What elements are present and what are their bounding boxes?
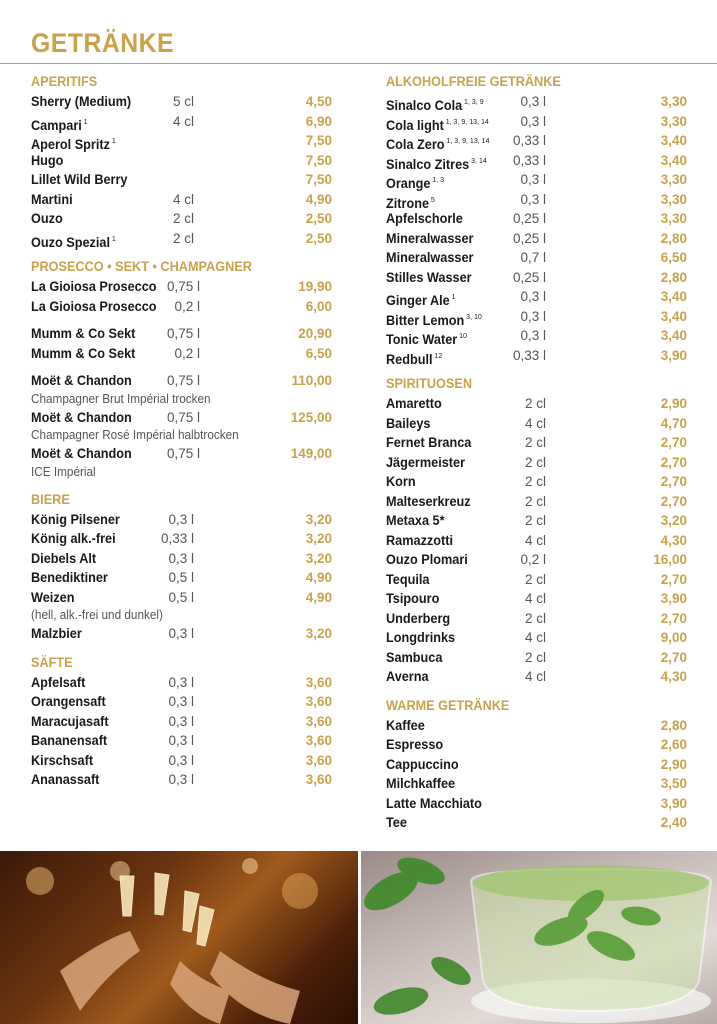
mint-tea-photo bbox=[361, 851, 717, 1024]
section-heading-saefte: SÄFTE bbox=[31, 654, 73, 670]
item-name: Moët & Chandon bbox=[31, 373, 132, 388]
item-quantity: 0,3 l bbox=[168, 752, 194, 768]
champagne-list bbox=[31, 371, 332, 481]
item-name: Orange $^{1, 3}$ bbox=[386, 175, 445, 191]
item-quantity: 0,25 l bbox=[512, 269, 546, 285]
menu-item bbox=[386, 492, 687, 512]
menu-item bbox=[31, 751, 332, 771]
menu-item bbox=[31, 673, 332, 693]
item-price: 3,90 bbox=[660, 795, 687, 811]
item-name: Aperol Spritz $^1$ bbox=[31, 136, 116, 152]
item-quantity: 0,5 l bbox=[168, 589, 194, 605]
menu-item bbox=[31, 549, 332, 569]
menu-item bbox=[386, 453, 687, 473]
item-price: 4,70 bbox=[660, 415, 687, 431]
menu-item bbox=[386, 609, 687, 629]
item-quantity: 0,25 l bbox=[512, 211, 546, 226]
item-name: Amaretto bbox=[386, 396, 442, 411]
item-quantity: 0,3 l bbox=[168, 772, 194, 787]
section-heading-warm: WARME GETRÄNKE bbox=[386, 697, 510, 713]
menu-item bbox=[31, 408, 332, 428]
item-description: Champagner Rosé Impérial halbtrocken bbox=[31, 428, 239, 442]
mint-tea-illustration bbox=[361, 851, 717, 1024]
menu-item bbox=[386, 735, 687, 755]
softdrink-list bbox=[386, 92, 687, 365]
item-price: 4,50 bbox=[305, 94, 332, 109]
item-name: Fernet Branca bbox=[386, 435, 472, 450]
menu-item bbox=[386, 209, 687, 229]
item-quantity: 0,33 l bbox=[160, 531, 194, 546]
menu-item bbox=[31, 510, 332, 530]
item-quantity: 0,3 l bbox=[520, 113, 546, 129]
menu-item bbox=[386, 326, 687, 346]
menu-item bbox=[31, 371, 332, 391]
item-price: 3,20 bbox=[305, 550, 332, 566]
item-quantity: 0,3 l bbox=[168, 713, 194, 729]
item-name: Ouzo Plomari bbox=[386, 552, 468, 567]
item-name: Weizen bbox=[31, 589, 75, 605]
item-price: 3,90 bbox=[660, 347, 687, 363]
menu-item bbox=[31, 444, 332, 464]
item-price: 3,30 bbox=[660, 113, 687, 129]
menu-item bbox=[386, 131, 687, 151]
allergen-footnote: 12 bbox=[434, 350, 443, 360]
item-quantity: 0,3 l bbox=[168, 674, 194, 690]
item-name: Baileys bbox=[386, 415, 431, 431]
allergen-footnote: 1, 3, 9, 13, 14 bbox=[446, 136, 490, 145]
item-quantity: 0,3 l bbox=[520, 308, 546, 324]
item-name: Redbull $^{12}$ bbox=[386, 350, 443, 367]
menu-item bbox=[31, 568, 332, 588]
item-price: 4,30 bbox=[660, 669, 687, 684]
item-price: 4,90 bbox=[305, 570, 332, 585]
item-quantity: 0,33 l bbox=[512, 347, 546, 363]
item-price: 2,90 bbox=[660, 396, 687, 411]
item-name: Sambuca bbox=[386, 649, 443, 665]
item-name: Ananassaft bbox=[31, 772, 100, 787]
allergen-footnote: 1, 3, 9 bbox=[464, 97, 484, 106]
item-quantity: 0,75 l bbox=[166, 326, 200, 341]
item-name: Maracujasaft bbox=[31, 713, 109, 729]
item-quantity: 0,3 l bbox=[520, 289, 546, 304]
menu-item bbox=[386, 307, 687, 327]
item-name: Jägermeister bbox=[386, 454, 466, 470]
menu-item bbox=[386, 170, 687, 190]
allergen-footnote: 1 bbox=[451, 292, 456, 301]
item-price: 6,90 bbox=[305, 113, 332, 129]
allergen-footnote: 1 bbox=[111, 136, 116, 145]
item-price: 3,60 bbox=[305, 733, 332, 748]
menu-item bbox=[31, 170, 332, 190]
item-name: Tsipouro bbox=[386, 591, 440, 606]
item-quantity: 4 cl bbox=[524, 669, 546, 684]
item-name: Diebels Alt bbox=[31, 550, 97, 566]
item-quantity: 0,3 l bbox=[520, 172, 546, 187]
item-price: 4,90 bbox=[305, 589, 332, 605]
item-quantity: 0,3 l bbox=[168, 694, 194, 709]
item-price: 3,30 bbox=[660, 94, 687, 109]
item-name: Latte Macchiato bbox=[386, 795, 482, 811]
item-price: 2,90 bbox=[660, 756, 687, 772]
menu-item bbox=[386, 433, 687, 453]
item-price: 3,40 bbox=[660, 289, 687, 304]
item-quantity: 0,75 l bbox=[166, 409, 200, 425]
item-price: 3,40 bbox=[660, 328, 687, 343]
item-quantity: 0,3 l bbox=[520, 94, 546, 109]
item-name: Tee bbox=[386, 815, 407, 830]
item-quantity: 4 cl bbox=[172, 113, 194, 129]
menu-item bbox=[386, 346, 687, 366]
item-quantity: 0,3 l bbox=[520, 328, 546, 343]
item-quantity: 4 cl bbox=[172, 191, 194, 207]
item-name: Ouzo Spezial $^1$ bbox=[31, 233, 116, 250]
item-price: 2,70 bbox=[660, 435, 687, 450]
menu-item bbox=[31, 229, 332, 249]
allergen-footnote: 10 bbox=[459, 331, 467, 340]
item-name: Bitter Lemon $^{3, 10}$ bbox=[386, 311, 482, 328]
menu-item bbox=[386, 774, 687, 794]
item-quantity: 2 cl bbox=[524, 396, 546, 411]
menu-item bbox=[31, 624, 332, 644]
hot-drinks-list bbox=[386, 716, 687, 833]
item-name: La Gioiosa Prosecco bbox=[31, 298, 157, 314]
item-name: Longdrinks bbox=[386, 630, 456, 645]
menu-item bbox=[31, 692, 332, 712]
item-quantity: 0,3 l bbox=[520, 191, 546, 207]
item-name: Sherry (Medium) bbox=[31, 94, 132, 109]
menu-item bbox=[386, 472, 687, 492]
menu-item bbox=[31, 588, 332, 608]
item-quantity: 0,75 l bbox=[166, 373, 200, 388]
item-quantity: 0,75 l bbox=[166, 279, 200, 294]
item-price: 20,90 bbox=[298, 326, 332, 341]
menu-item bbox=[386, 531, 687, 551]
menu-item bbox=[386, 414, 687, 434]
menu-item bbox=[386, 716, 687, 736]
item-name: König alk.-frei bbox=[31, 531, 116, 546]
item-price: 3,30 bbox=[660, 211, 687, 226]
allergen-footnote: 1, 3, 9, 13, 14 bbox=[445, 116, 489, 126]
item-quantity: 0,33 l bbox=[512, 133, 546, 148]
item-name: Espresso bbox=[386, 737, 444, 752]
menu-item bbox=[31, 112, 332, 132]
item-price: 6,00 bbox=[305, 298, 332, 314]
item-name: La Gioiosa Prosecco bbox=[31, 279, 157, 294]
item-price: 2,80 bbox=[660, 717, 687, 733]
item-price: 2,70 bbox=[660, 649, 687, 665]
item-name: Apfelsaft bbox=[31, 674, 86, 690]
prosecco-list bbox=[31, 277, 332, 316]
item-quantity: 4 cl bbox=[524, 630, 546, 645]
item-name: Cola Zero $^{1, 3, 9, 13, 14}$ bbox=[386, 136, 490, 152]
item-name: Kaffee bbox=[386, 717, 425, 733]
item-price: 7,50 bbox=[305, 152, 332, 168]
item-price: 7,50 bbox=[305, 133, 332, 148]
item-name: Martini bbox=[31, 191, 73, 207]
item-quantity: 4 cl bbox=[524, 532, 546, 548]
menu-item bbox=[386, 755, 687, 775]
item-name: Ouzo bbox=[31, 211, 63, 226]
item-price: 2,80 bbox=[660, 269, 687, 285]
item-name: Malteserkreuz bbox=[386, 493, 471, 509]
item-price: 19,90 bbox=[298, 279, 332, 294]
item-name: Korn bbox=[386, 474, 416, 489]
right-column bbox=[386, 72, 687, 833]
item-name: Sinalco Zitres $^{3, 14}$ bbox=[386, 155, 487, 172]
beer-list bbox=[31, 510, 332, 608]
section-heading-alkoholfrei: ALKOHOLFREIE GETRÄNKE bbox=[386, 74, 561, 89]
item-quantity: 2 cl bbox=[524, 435, 546, 450]
item-name: Mumm & Co Sekt bbox=[31, 345, 136, 361]
item-name: Zitrone $^5$ bbox=[386, 194, 435, 211]
item-quantity: 0,5 l bbox=[168, 570, 194, 585]
menu-item bbox=[386, 511, 687, 531]
item-name: König Pilsener bbox=[31, 511, 120, 527]
item-quantity: 4 cl bbox=[524, 415, 546, 431]
item-price: 3,20 bbox=[305, 531, 332, 546]
item-quantity: 0,75 l bbox=[166, 446, 200, 461]
menu-item bbox=[386, 287, 687, 307]
item-price: 3,60 bbox=[305, 752, 332, 768]
item-name: Stilles Wasser bbox=[386, 269, 472, 285]
menu-item bbox=[31, 209, 332, 229]
item-quantity: 0,3 l bbox=[168, 626, 194, 641]
menu-item bbox=[386, 190, 687, 210]
item-name: Metaxa 5* bbox=[386, 513, 445, 528]
item-name: Ramazzotti bbox=[386, 532, 453, 548]
menu-item bbox=[386, 112, 687, 132]
juice-list bbox=[31, 673, 332, 790]
menu-item bbox=[386, 589, 687, 609]
menu-item bbox=[386, 794, 687, 814]
item-name: Tequila bbox=[386, 571, 430, 587]
item-quantity: 2 cl bbox=[524, 513, 546, 528]
item-quantity: 2 cl bbox=[524, 649, 546, 665]
menu-item bbox=[31, 297, 332, 317]
item-quantity: 2 cl bbox=[172, 230, 194, 246]
menu-item bbox=[31, 131, 332, 151]
menu-item bbox=[31, 344, 332, 364]
item-name: Moët & Chandon bbox=[31, 446, 132, 461]
section-heading-biere: BIERE bbox=[31, 491, 70, 507]
menu-item bbox=[386, 648, 687, 668]
section-heading-spirituosen: SPIRITUOSEN bbox=[386, 376, 473, 391]
item-name: Sinalco Cola $^{1, 3, 9}$ bbox=[386, 97, 484, 113]
allergen-footnote: 3, 14 bbox=[471, 155, 487, 165]
item-name: Mineralwasser bbox=[386, 230, 474, 246]
item-name: Cappuccino bbox=[386, 756, 459, 772]
allergen-footnote: 1 bbox=[111, 233, 116, 243]
item-name: Benediktiner bbox=[31, 570, 108, 585]
item-price: 4,30 bbox=[660, 532, 687, 548]
item-quantity: 4 cl bbox=[524, 591, 546, 606]
item-price: 7,50 bbox=[305, 172, 332, 187]
champagne-toast-photo bbox=[0, 851, 358, 1024]
menu-item bbox=[386, 394, 687, 414]
item-price: 3,50 bbox=[660, 776, 687, 791]
item-quantity: 2 cl bbox=[524, 474, 546, 489]
allergen-footnote: 1, 3 bbox=[432, 175, 445, 184]
item-name: Milchkaffee bbox=[386, 776, 456, 791]
item-quantity: 5 cl bbox=[172, 94, 194, 109]
item-quantity: 2 cl bbox=[524, 610, 546, 626]
item-price: 3,40 bbox=[660, 152, 687, 168]
item-price: 2,70 bbox=[660, 571, 687, 587]
item-price: 4,90 bbox=[305, 191, 332, 207]
malzbier-list bbox=[31, 624, 332, 644]
item-name: Underberg bbox=[386, 610, 451, 626]
menu-item bbox=[31, 190, 332, 210]
item-price: 3,40 bbox=[660, 308, 687, 324]
item-name: Mumm & Co Sekt bbox=[31, 326, 136, 341]
item-name: Averna bbox=[386, 669, 429, 684]
item-price: 6,50 bbox=[305, 345, 332, 361]
item-name: Mineralwasser bbox=[386, 250, 474, 265]
champagne-toast-illustration bbox=[0, 851, 358, 1024]
menu-item bbox=[31, 92, 332, 112]
item-price: 3,60 bbox=[305, 713, 332, 729]
item-price: 125,00 bbox=[290, 409, 332, 425]
allergen-footnote: 5 bbox=[430, 194, 435, 204]
menu-item bbox=[386, 92, 687, 112]
item-name: Orangensaft bbox=[31, 694, 106, 709]
item-price: 3,20 bbox=[305, 626, 332, 641]
item-price: 3,20 bbox=[305, 511, 332, 527]
item-quantity: 0,3 l bbox=[168, 550, 194, 566]
section-heading-prosecco: PROSECCO • SEKT • CHAMPAGNER bbox=[31, 259, 252, 274]
page-title: GETRÄNKE bbox=[31, 28, 175, 58]
menu-item bbox=[386, 268, 687, 288]
item-price: 3,30 bbox=[660, 191, 687, 207]
item-price: 2,40 bbox=[660, 815, 687, 830]
menu-item bbox=[31, 731, 332, 751]
item-quantity: 2 cl bbox=[524, 454, 546, 470]
item-price: 3,90 bbox=[660, 591, 687, 606]
item-price: 2,70 bbox=[660, 610, 687, 626]
item-description: Champagner Brut Impérial trocken bbox=[31, 391, 211, 406]
item-quantity: 0,2 l bbox=[174, 298, 200, 314]
item-price: 3,20 bbox=[660, 513, 687, 528]
item-price: 9,00 bbox=[660, 630, 687, 645]
item-name: Campari $^1$ bbox=[31, 116, 88, 133]
item-price: 3,30 bbox=[660, 172, 687, 187]
item-quantity: 0,2 l bbox=[520, 552, 546, 567]
menu-item bbox=[386, 628, 687, 648]
item-price: 2,50 bbox=[305, 230, 332, 246]
item-price: 3,60 bbox=[305, 674, 332, 690]
menu-item bbox=[31, 712, 332, 732]
item-price: 149,00 bbox=[290, 446, 332, 461]
item-name: Lillet Wild Berry bbox=[31, 172, 128, 187]
item-name: Kirschsaft bbox=[31, 752, 94, 768]
menu-item bbox=[386, 229, 687, 249]
item-quantity: 0,2 l bbox=[174, 345, 200, 361]
menu-item bbox=[386, 151, 687, 171]
item-name: Bananensaft bbox=[31, 733, 108, 748]
menu-item bbox=[386, 667, 687, 687]
item-quantity: 2 cl bbox=[524, 571, 546, 587]
item-price: 2,70 bbox=[660, 474, 687, 489]
item-name: Cola light $^{1, 3, 9, 13, 14}$ bbox=[386, 116, 489, 133]
weizen-note: (hell, alk.-frei und dunkel) bbox=[31, 608, 163, 622]
item-description: ICE Impérial bbox=[31, 464, 96, 479]
spirits-list bbox=[386, 394, 687, 687]
item-price: 6,50 bbox=[660, 250, 687, 265]
item-quantity: 0,25 l bbox=[512, 230, 546, 246]
menu-item bbox=[386, 813, 687, 833]
allergen-footnote: 1 bbox=[83, 116, 88, 126]
item-quantity: 2 cl bbox=[172, 211, 194, 226]
menu-item bbox=[31, 324, 332, 344]
menu-item bbox=[31, 277, 332, 297]
item-quantity: 0,3 l bbox=[168, 733, 194, 748]
item-price: 110,00 bbox=[291, 373, 332, 388]
menu-item bbox=[386, 570, 687, 590]
item-price: 3,40 bbox=[660, 133, 687, 148]
item-quantity: 0,3 l bbox=[168, 511, 194, 527]
title-divider bbox=[0, 63, 717, 64]
item-price: 16,00 bbox=[653, 552, 687, 567]
menu-item bbox=[31, 151, 332, 171]
item-name: Tonic Water $^{10}$ bbox=[386, 331, 467, 347]
section-heading-aperitifs: APERITIFS bbox=[31, 74, 98, 89]
item-name: Malzbier bbox=[31, 626, 82, 641]
item-name: Ginger Ale $^1$ bbox=[386, 292, 456, 308]
menu-item bbox=[386, 550, 687, 570]
sekt-list bbox=[31, 324, 332, 363]
menu-item bbox=[386, 248, 687, 268]
item-quantity: 2 cl bbox=[524, 493, 546, 509]
allergen-footnote: 3, 10 bbox=[466, 311, 482, 321]
item-price: 2,50 bbox=[305, 211, 332, 226]
aperitifs-list bbox=[31, 92, 332, 248]
item-quantity: 0,7 l bbox=[520, 250, 546, 265]
menu-item bbox=[31, 770, 332, 790]
item-price: 2,80 bbox=[660, 230, 687, 246]
item-price: 2,60 bbox=[660, 737, 687, 752]
left-column bbox=[31, 72, 332, 790]
item-name: Moët & Chandon bbox=[31, 409, 132, 425]
item-price: 3,60 bbox=[305, 694, 332, 709]
item-name: Hugo bbox=[31, 152, 64, 168]
item-quantity: 0,33 l bbox=[512, 152, 546, 168]
menu-item bbox=[31, 529, 332, 549]
item-price: 2,70 bbox=[660, 493, 687, 509]
item-price: 3,60 bbox=[305, 772, 332, 787]
item-price: 2,70 bbox=[660, 454, 687, 470]
item-name: Apfelschorle bbox=[386, 211, 463, 226]
